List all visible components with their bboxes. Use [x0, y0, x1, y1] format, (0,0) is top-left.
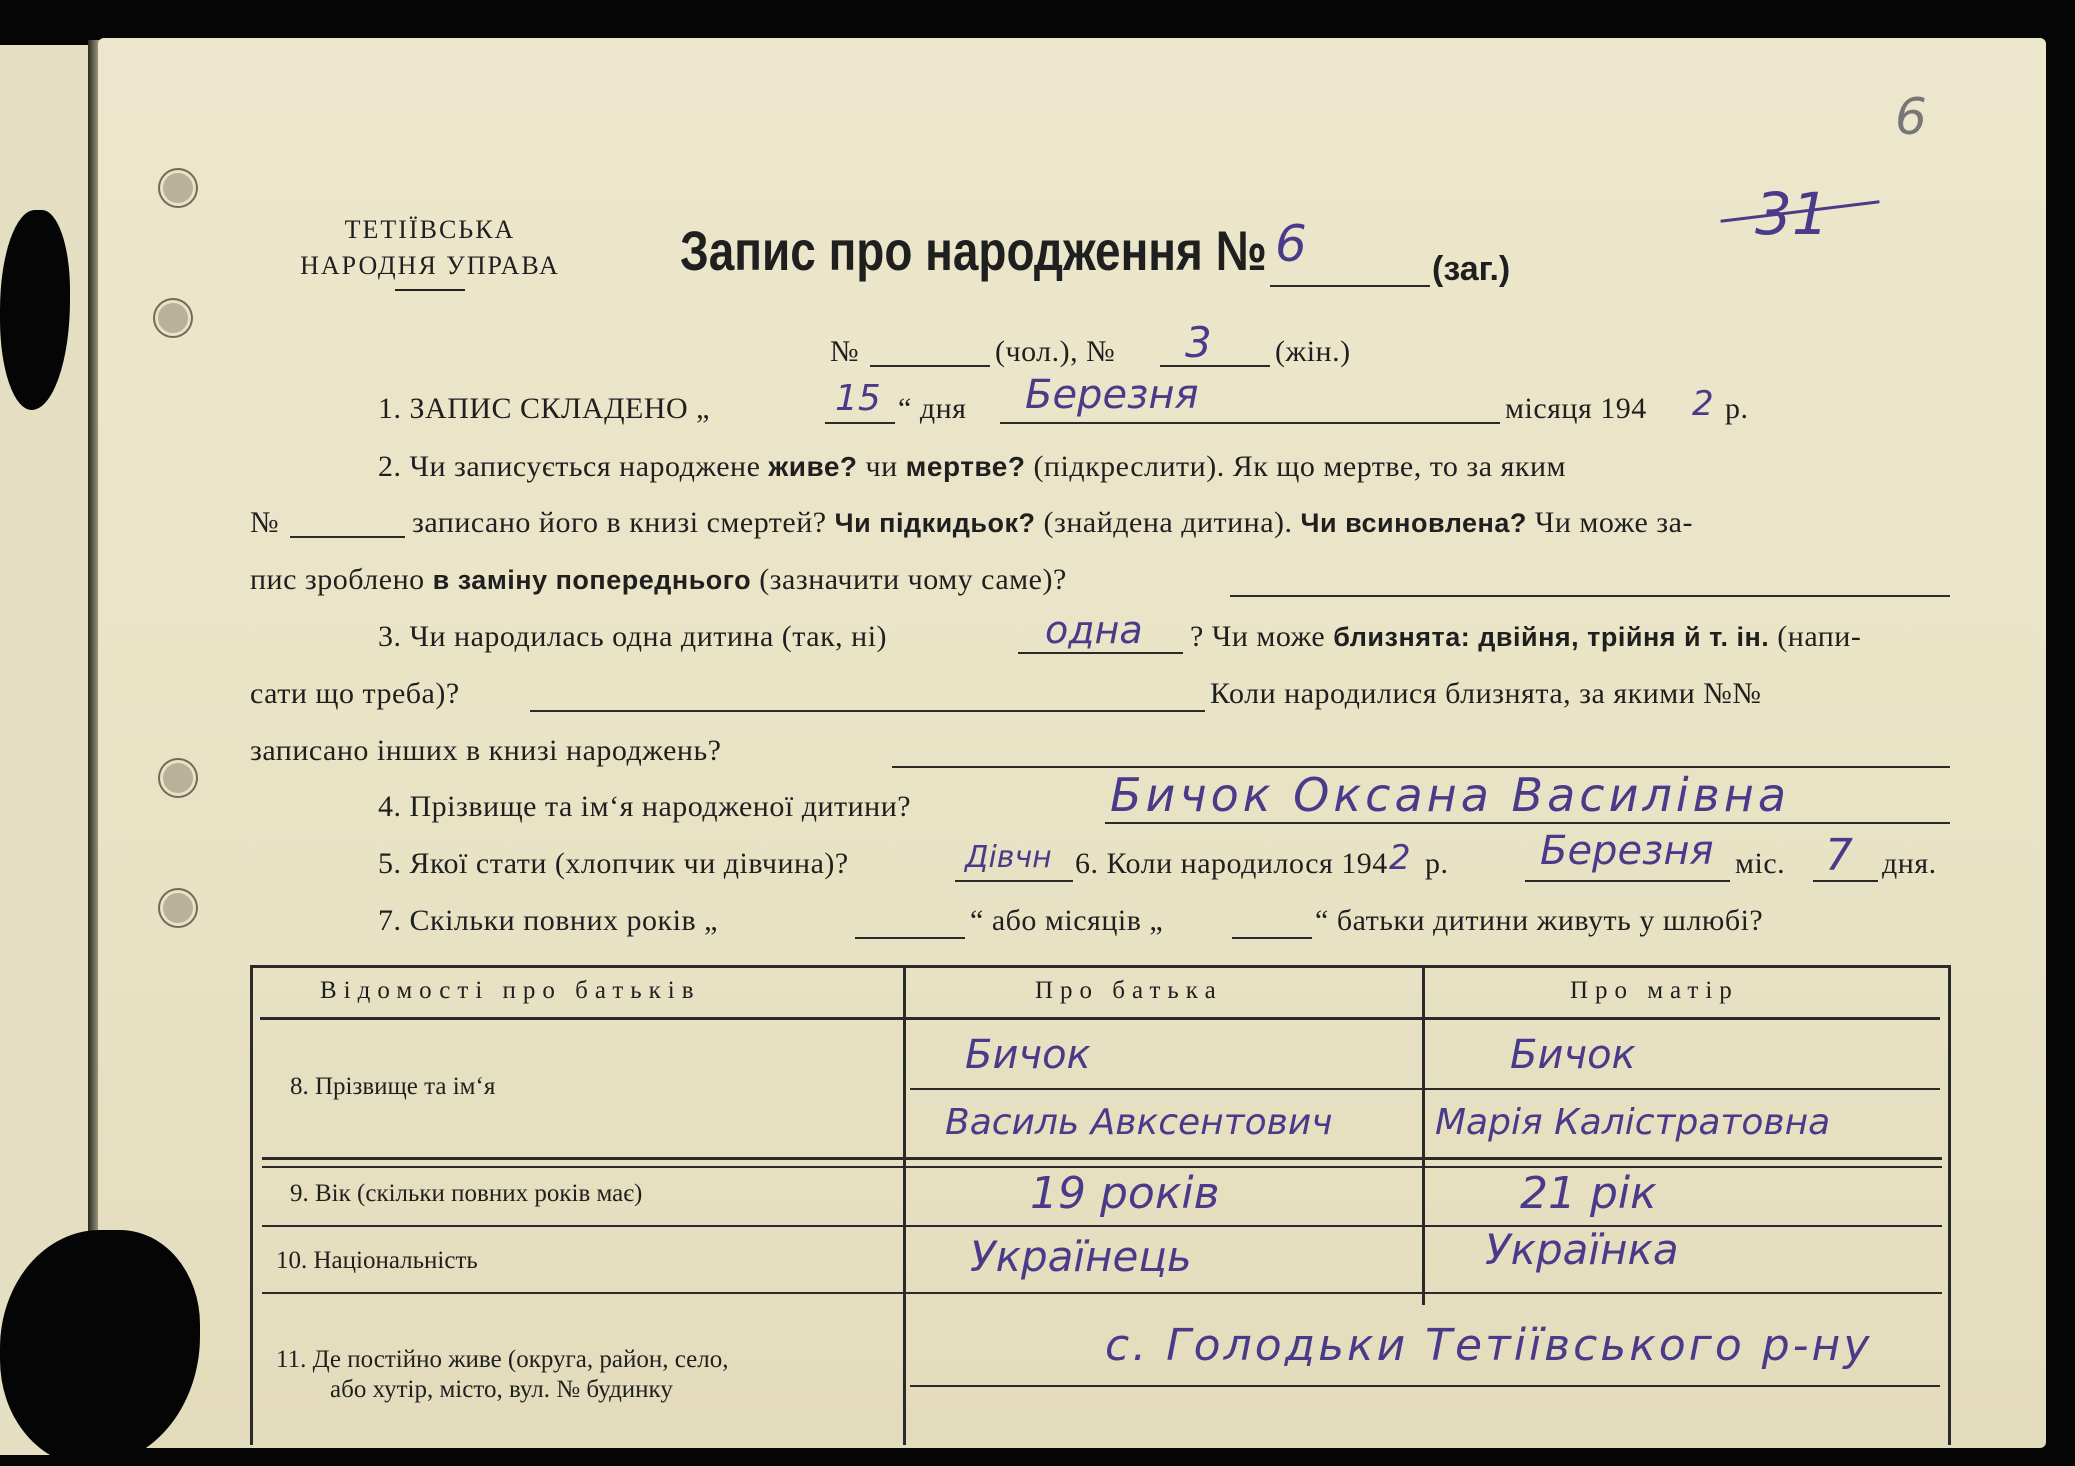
- q3-line1-b: [1190, 620, 1861, 654]
- table-left-border: [250, 965, 253, 1445]
- field-underline: [870, 365, 990, 367]
- q2-adopted: Чи всиновлена?: [1300, 508, 1527, 538]
- father-surname: Бичок: [965, 1032, 1091, 1078]
- q2-line2-no: №: [250, 506, 280, 539]
- residence-answer: с. Голодьки Тетіївського р-ну: [1105, 1320, 1873, 1371]
- q6-year-suffix: р.: [1425, 847, 1449, 880]
- father-name: Василь Авксентович: [945, 1102, 1333, 1143]
- authority-block: [260, 215, 600, 291]
- q1-day-word: “ дня: [898, 392, 967, 425]
- q1-day: 15: [835, 378, 881, 419]
- q3-text: (напи-: [1777, 620, 1862, 653]
- authority-line1: ТЕТІЇВСЬКА: [344, 215, 516, 244]
- q2-line3: [250, 563, 1067, 597]
- q4-label: 4. Прізвище та ім‘я народженої дитини?: [378, 790, 912, 823]
- title-underline: [1270, 285, 1430, 287]
- q6-month-word: міс.: [1735, 847, 1786, 880]
- total-number: 6: [1275, 215, 1307, 273]
- q2-text: записано його в книзі смертей?: [412, 506, 827, 539]
- mother-surname: Бичок: [1510, 1032, 1636, 1078]
- binding-hole: [160, 760, 196, 796]
- row-label-name: 8. Прізвище та ім‘я: [290, 1073, 496, 1100]
- q4-child-name: Бичок Оксана Василівна: [1110, 768, 1791, 822]
- divider: [395, 289, 465, 291]
- q3-line2-b: Коли народилися близнята, за якими №№: [1210, 677, 1762, 710]
- field-underline: [1160, 365, 1270, 367]
- q2-text: чи: [865, 450, 898, 483]
- field-underline: [910, 1088, 1940, 1090]
- table-top-border: [250, 965, 1950, 968]
- row-border: [262, 1157, 1942, 1160]
- row-label-nationality: 10. Національність: [276, 1247, 478, 1274]
- col-header-father: Про батька: [1035, 977, 1223, 1004]
- q2-text: пис зроблено: [250, 563, 425, 596]
- q3-line1-a: 3. Чи народилась одна дитина (так, ні): [378, 620, 888, 653]
- binding-hole: [155, 300, 191, 336]
- no-sign: №: [830, 335, 860, 368]
- q3-line3: записано інших в книзі народжень?: [250, 734, 722, 767]
- row-border: [262, 1292, 1942, 1294]
- binding-hole: [160, 890, 196, 926]
- q2-line1: [378, 450, 1566, 484]
- q6-day-word: дня.: [1882, 847, 1937, 880]
- female-suffix: (жін.): [1275, 335, 1351, 368]
- row-label-residence-1: 11. Де постійно живе (округа, район, село,: [276, 1346, 729, 1373]
- q6-label: 6. Коли народилося 194: [1075, 847, 1388, 880]
- col-header-mother: Про матір: [1570, 977, 1739, 1004]
- q2-text: (підкреслити). Як що мертве, то за яким: [1033, 450, 1567, 483]
- field-underline: [1000, 422, 1500, 424]
- q2-text: (знайдена дитина).: [1043, 506, 1293, 539]
- authority-line2: НАРОДНЯ УПРАВА: [300, 251, 560, 280]
- table-right-border: [1948, 965, 1951, 1445]
- field-underline: [910, 1385, 1940, 1387]
- field-underline: [955, 880, 1073, 882]
- q6-year-digit: 2: [1389, 838, 1411, 878]
- field-underline: [1018, 652, 1183, 654]
- q2-previous: попереднього: [555, 565, 752, 595]
- q5-label: 5. Якої стати (хлопчик чи дівчина)?: [378, 847, 849, 880]
- field-underline: [1232, 937, 1312, 939]
- field-underline: [290, 536, 405, 538]
- crossed-number: 31: [1755, 180, 1829, 248]
- page-title: Запис про народження №: [680, 219, 1267, 282]
- row-border: [262, 1225, 1942, 1227]
- father-age: 19 років: [1030, 1168, 1220, 1219]
- field-underline: [825, 422, 895, 424]
- q7-label-c: “ батьки дитини живуть у шлюбі?: [1315, 904, 1764, 937]
- q6-day: 7: [1825, 830, 1853, 881]
- male-suffix: (чол.), №: [995, 335, 1116, 368]
- q5-answer: Дівчн: [965, 840, 1052, 875]
- q7-label-a: 7. Скільки повних років „: [378, 904, 718, 937]
- q2-dead: мертве?: [905, 451, 1026, 482]
- q1-month: Березня: [1025, 372, 1199, 418]
- total-suffix: (заг.): [1432, 250, 1511, 288]
- field-underline: [1105, 822, 1950, 824]
- q1-month-word: місяця 194: [1505, 392, 1647, 425]
- field-underline: [1230, 595, 1950, 597]
- q3-answer: одна: [1045, 608, 1143, 652]
- q2-foundling: Чи підкидьок?: [834, 508, 1036, 538]
- q2-replacement: в заміну: [432, 565, 548, 595]
- q2-text: (зазначити чому саме)?: [759, 563, 1067, 596]
- father-nationality: Українець: [970, 1232, 1192, 1281]
- q3-line2-a: сати що треба)?: [250, 677, 460, 710]
- q2-text: 2. Чи записується народжене: [378, 450, 761, 483]
- q1-year-suffix: р.: [1725, 392, 1749, 425]
- mother-age: 21 рік: [1520, 1168, 1657, 1219]
- q6-month: Березня: [1540, 828, 1714, 874]
- q3-text: ? Чи може: [1190, 620, 1326, 653]
- binding-hole: [160, 170, 196, 206]
- q2-line2: [412, 506, 1693, 540]
- col-header-info: Відомості про батьків: [320, 977, 701, 1004]
- field-underline: [530, 710, 1205, 712]
- table-col-divider: [903, 965, 906, 1445]
- q2-alive: живе?: [768, 451, 858, 482]
- mother-name: Марія Калістратовна: [1435, 1102, 1831, 1143]
- q1-year-digit: 2: [1692, 384, 1714, 424]
- field-underline: [1525, 880, 1730, 882]
- page-number: 6: [1895, 88, 1927, 146]
- table-col-divider: [1422, 965, 1425, 1305]
- field-underline: [855, 937, 965, 939]
- table-header-border: [260, 1017, 1940, 1020]
- row-label-residence-2: або хутір, місто, вул. № будинку: [330, 1376, 673, 1403]
- q2-text: Чи може за-: [1534, 506, 1693, 539]
- q1-label: 1. ЗАПИС СКЛАДЕНО „: [378, 392, 710, 425]
- row-label-age: 9. Вік (скільки повних років має): [290, 1180, 643, 1207]
- female-number: 3: [1185, 318, 1212, 367]
- mother-nationality: Українка: [1485, 1225, 1679, 1274]
- q3-twins: близнята: двійня, трійня й т. ін.: [1333, 622, 1770, 652]
- q7-label-b: “ або місяців „: [970, 904, 1164, 937]
